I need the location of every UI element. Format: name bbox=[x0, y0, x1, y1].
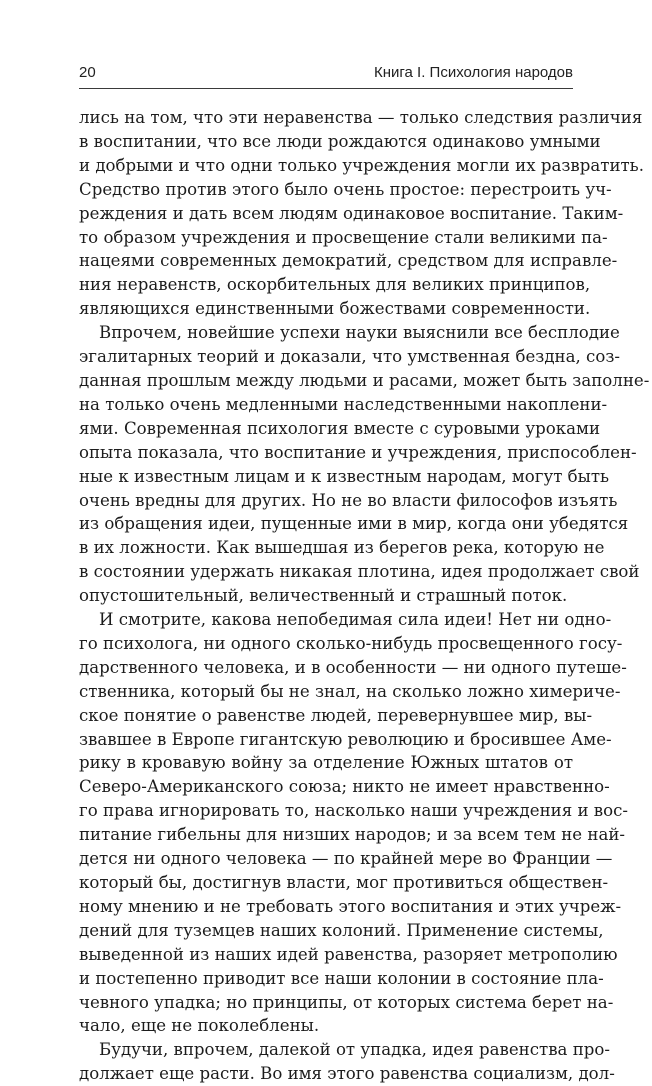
text-line: должает еще расти. Во имя этого равенства социализм, дол- bbox=[79, 1064, 615, 1084]
text-line: го права игнорировать то, насколько наши учреждения и вос- bbox=[79, 801, 629, 821]
text-line: реждения и дать всем людям одинаковое воспитание. Таким- bbox=[79, 203, 624, 223]
text-line: являющихся единственными божествами современности. bbox=[79, 299, 591, 319]
text-line: Будучи, впрочем, далекой от упадка, идея равенства про- bbox=[99, 1040, 610, 1060]
text-line: эгалитарных теорий и доказали, что умственная бездна, соз- bbox=[79, 347, 620, 367]
text-line: выведенной из наших идей равенства, разоряет метрополию bbox=[79, 944, 618, 964]
text-line: чало, еще не поколеблены. bbox=[79, 1016, 320, 1036]
text-line: дений для туземцев наших колоний. Применение системы, bbox=[79, 920, 604, 940]
text-line: дарственного человека, и в особенности — ни одного путеше- bbox=[79, 657, 627, 677]
text-line: в состоянии удержать никакая плотина, идея продолжает свой bbox=[79, 562, 640, 582]
text-line: ями. Современная психология вместе с суровыми уроками bbox=[79, 418, 601, 438]
text-line: в воспитании, что все люди рождаются одинаково умными bbox=[79, 131, 601, 151]
text-line: Средство против этого было очень простое: перестроить уч- bbox=[79, 179, 612, 199]
text-line: рику в кровавую войну за отделение Южных штатов от bbox=[79, 753, 573, 773]
running-title: Книга I. Психология народов bbox=[373, 64, 573, 81]
paragraph bbox=[79, 321, 650, 608]
text-line: лись на том, что эти неравенства — только следствия различия bbox=[79, 108, 643, 127]
text-line: дется ни одного человека — по крайней мере во Франции — bbox=[79, 849, 613, 869]
text-line: опыта показала, что воспитание и учреждения, приспособлен- bbox=[79, 442, 637, 462]
text-line: ному мнению и не требовать этого воспитания и этих учреж- bbox=[79, 896, 622, 916]
text-line: из обращения идеи, пущенные ими в мир, когда они убедятся bbox=[79, 514, 629, 534]
text-line: нацеями современных демократий, средством для исправле- bbox=[79, 251, 618, 271]
text-line: опустошительный, величественный и страшный поток. bbox=[79, 586, 568, 606]
running-header bbox=[79, 62, 573, 89]
paragraph bbox=[79, 106, 644, 321]
text-line: на только очень медленными наследственными накоплени- bbox=[79, 394, 608, 414]
text-line: звавшее в Европе гигантскую революцию и бросившее Аме- bbox=[79, 729, 612, 749]
text-line: ния неравенств, оскорбительных для великих принципов, bbox=[79, 275, 591, 295]
text-line: то образом учреждения и просвещение стали великими па- bbox=[79, 227, 608, 247]
text-line: питание гибельны для низших народов; и за всем тем не най- bbox=[79, 825, 626, 845]
body-text bbox=[79, 106, 650, 1086]
text-line: который бы, достигнув власти, мог противиться обществен- bbox=[79, 873, 609, 892]
text-line: го психолога, ни одного сколько-нибудь просвещенного госу- bbox=[79, 633, 623, 653]
text-line: И смотрите, какова непобедимая сила идеи! Нет ни одно- bbox=[99, 610, 612, 630]
text-line: ные к известным лицам и к известным народам, могут быть bbox=[79, 466, 610, 486]
paragraph bbox=[79, 608, 629, 1038]
text-line: Северо-Американского союза; никто не имеет нравственно- bbox=[79, 777, 610, 797]
text-line: в их ложности. Как вышедшая из берегов река, которую не bbox=[79, 538, 605, 558]
paragraph bbox=[79, 1038, 615, 1086]
text-line: очень вредны для других. Но не во власти философов изъять bbox=[79, 490, 618, 510]
text-line: данная прошлым между людьми и расами, может быть заполне- bbox=[79, 370, 650, 390]
page-number: 20 bbox=[79, 64, 96, 81]
text-line: и добрыми и что одни только учреждения могли их развратить. bbox=[79, 155, 644, 175]
text-line: Впрочем, новейшие успехи науки выяснили все бесплодие bbox=[99, 323, 620, 343]
text-line: ское понятие о равенстве людей, перевернувшее мир, вы- bbox=[79, 705, 593, 725]
text-line: чевного упадка; но принципы, от которых система берет на- bbox=[79, 992, 614, 1012]
text-line: и постепенно приводит все наши колонии в состояние пла- bbox=[79, 968, 604, 988]
text-line: ственника, который бы не знал, на сколько ложно химериче- bbox=[79, 681, 621, 701]
